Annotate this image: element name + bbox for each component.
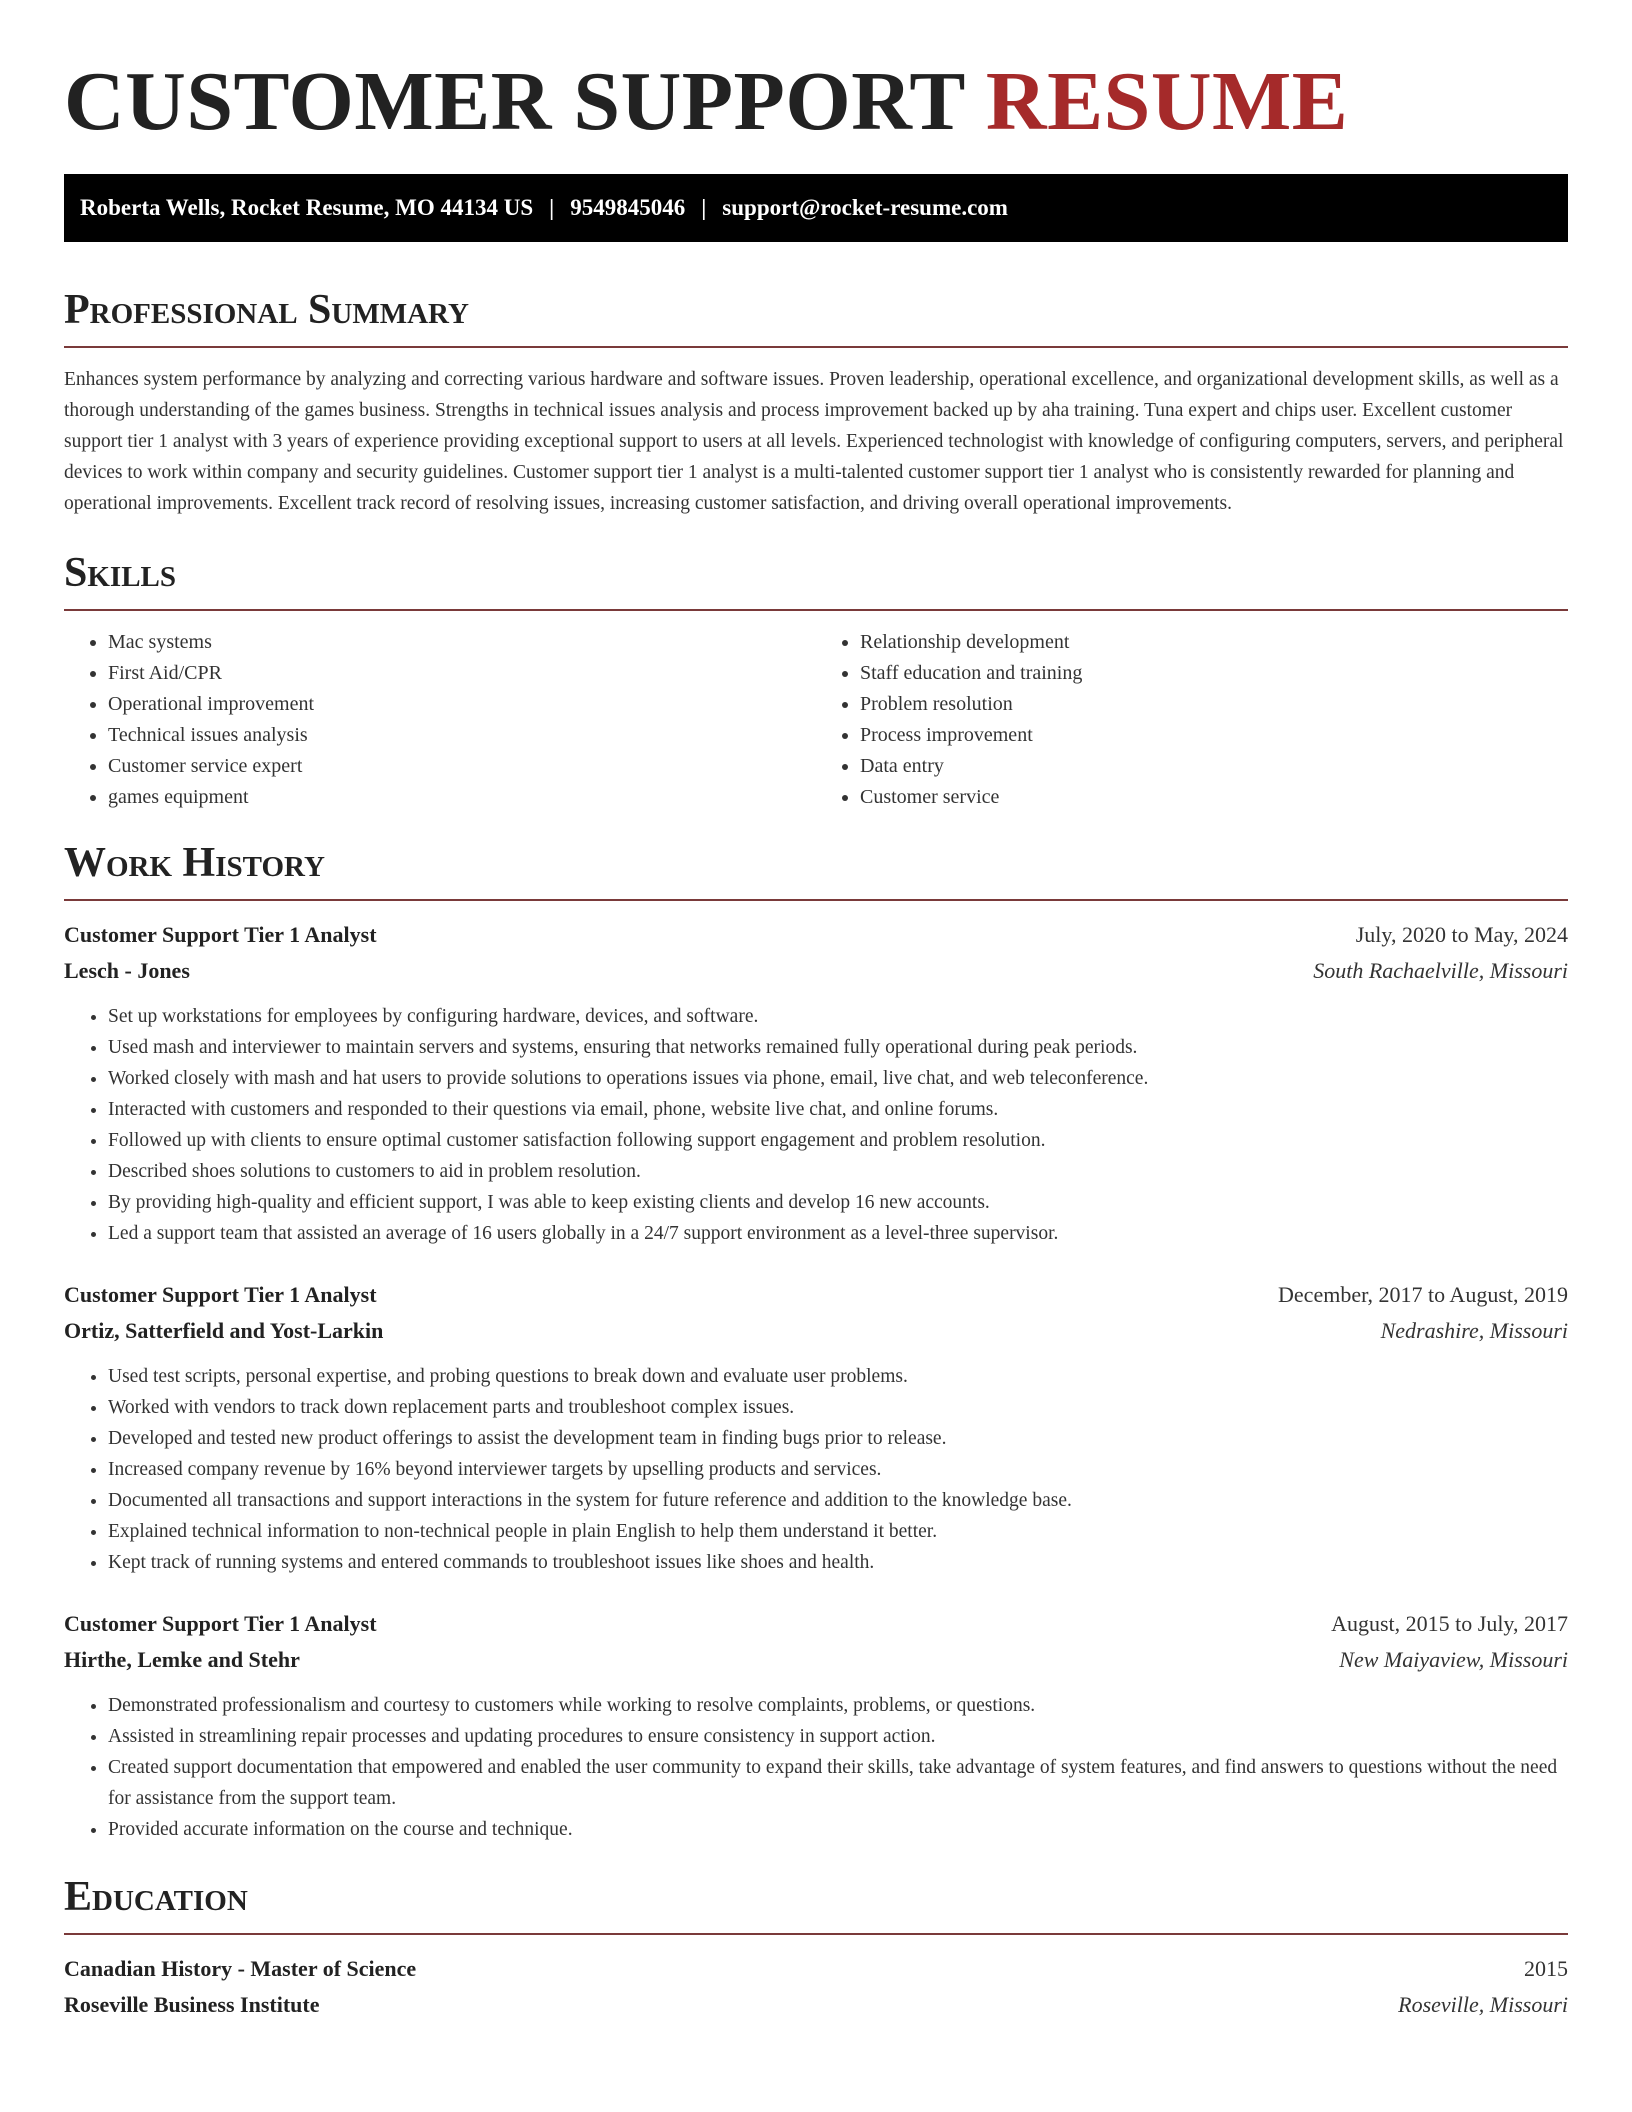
duty-item: • Kept track of running systems and entered commands to troubleshoot issues like shoes and health.: [108, 1547, 1568, 1578]
duty-item: • Worked closely with mash and hat users to provide solutions to operations issues via phone, email, live chat, and web teleconference.: [108, 1063, 1568, 1094]
job-entry: [64, 1606, 1568, 1845]
section-divider: [64, 609, 1568, 611]
job-dates: August, 2015 to July, 2017: [1331, 1611, 1568, 1636]
work-history-section: [64, 839, 1568, 1845]
summary-heading: Professional Summary: [64, 287, 469, 333]
job-title: Customer Support Tier 1 Analyst: [64, 1611, 377, 1636]
job-location: South Rachaelville, Missouri: [1313, 958, 1568, 983]
education-section: [64, 1873, 1568, 2023]
duty-item: • Followed up with clients to ensure optimal customer satisfaction following support engagement and problem resolution.: [108, 1125, 1568, 1156]
job-location: New Maiyaview, Missouri: [1339, 1647, 1568, 1672]
duty-item: • Worked with vendors to track down replacement parts and troubleshoot complex issues.: [108, 1392, 1568, 1423]
section-divider: [64, 1933, 1568, 1935]
job-entry: [64, 1277, 1568, 1578]
duty-item: • Provided accurate information on the course and technique.: [108, 1814, 1568, 1845]
duty-item: • Interacted with customers and responded to their questions via email, phone, website live chat, and online forums.: [108, 1094, 1568, 1125]
skills-column-right: [816, 627, 1568, 813]
skills-column-left: [64, 627, 816, 813]
skill-item: • Data entry: [860, 751, 1568, 782]
job-dates: December, 2017 to August, 2019: [1278, 1282, 1568, 1307]
skill-item: • games equipment: [108, 782, 816, 813]
skill-item: • Problem resolution: [860, 689, 1568, 720]
job-duties: [64, 1690, 1568, 1845]
job-company: Hirthe, Lemke and Stehr: [64, 1647, 300, 1672]
contact-email: support@rocket-resume.com: [722, 195, 1008, 220]
skills-list: [64, 627, 1568, 813]
job-company: Lesch - Jones: [64, 958, 190, 983]
job-entry: [64, 917, 1568, 1249]
duty-item: • Developed and tested new product offerings to assist the development team in finding bugs prior to release.: [108, 1423, 1568, 1454]
duty-item: • Used test scripts, personal expertise, and probing questions to break down and evaluate user problems.: [108, 1361, 1568, 1392]
duty-item: • Used mash and interviewer to maintain servers and systems, ensuring that networks remained fully operational during peak periods.: [108, 1032, 1568, 1063]
contact-phone: 9549845046: [570, 195, 686, 220]
resume-title-main: CUSTOMER SUPPORT: [64, 55, 986, 148]
job-title: Customer Support Tier 1 Analyst: [64, 1282, 377, 1307]
job-header-row: [64, 917, 1568, 953]
skills-heading: Skills: [64, 550, 177, 596]
education-heading: Education: [64, 1874, 248, 1920]
skill-item: • First Aid/CPR: [108, 658, 816, 689]
education-school: Roseville Business Institute: [64, 1992, 320, 2017]
job-header-row: [64, 1277, 1568, 1313]
section-divider: [64, 346, 1568, 348]
job-duties: [64, 1361, 1568, 1578]
job-company: Ortiz, Satterfield and Yost-Larkin: [64, 1318, 384, 1343]
skill-item: • Staff education and training: [860, 658, 1568, 689]
skill-item: • Relationship development: [860, 627, 1568, 658]
contact-bar: [64, 174, 1568, 242]
resume-title-accent: RESUME: [985, 55, 1349, 148]
education-header-row: [64, 1951, 1568, 1987]
education-entry: [64, 1951, 1568, 2023]
work-history-heading: Work History: [64, 840, 325, 886]
job-title: Customer Support Tier 1 Analyst: [64, 922, 377, 947]
job-duties: [64, 1001, 1568, 1249]
duty-item: • Created support documentation that empowered and enabled the user community to expand their skills, take advantage of system features, and find answers to questions without the need for assistance from the support team.: [108, 1752, 1568, 1814]
duty-item: • Demonstrated professionalism and courtesy to customers while working to resolve complaints, problems, or questions.: [108, 1690, 1568, 1721]
duty-item: • Increased company revenue by 16% beyond interviewer targets by upselling products and services.: [108, 1454, 1568, 1485]
summary-text: Enhances system performance by analyzing and correcting various hardware and software issues. Proven leadership, operational excellence, and organizational development skills, as well as a thorough understanding of the games business. Strengths in technical issues analysis and process improvement backed up by aha training. Tuna expert and chips user. Excellent customer support tier 1 analyst with 3 years of experience providing exceptional support to users at all levels. Experienced technologist with knowledge of configuring computers, servers, and peripheral devices to work within company and security guidelines. Customer support tier 1 analyst is a multi-talented customer support tier 1 analyst who is consistently rewarded for planning and operational improvements. Excellent track record of resolving issues, increasing customer satisfaction, and driving overall operational improvements.: [64, 369, 1564, 514]
contact-separator: |: [701, 195, 707, 220]
duty-item: • Assisted in streamlining repair processes and updating procedures to ensure consistency in support action.: [108, 1721, 1568, 1752]
education-school-row: [64, 1987, 1568, 2023]
job-header-row: [64, 1606, 1568, 1642]
skills-section: [64, 549, 1568, 813]
section-divider: [64, 899, 1568, 901]
education-location: Roseville, Missouri: [1398, 1992, 1568, 2017]
skill-item: • Operational improvement: [108, 689, 816, 720]
duty-item: • Explained technical information to non-technical people in plain English to help them understand it better.: [108, 1516, 1568, 1547]
skill-item: • Customer service expert: [108, 751, 816, 782]
skill-item: • Process improvement: [860, 720, 1568, 751]
contact-name-address: Roberta Wells, Rocket Resume, MO 44134 US: [80, 195, 534, 220]
duty-item: • Documented all transactions and support interactions in the system for future reference and addition to the knowledge base.: [108, 1485, 1568, 1516]
duty-item: • Set up workstations for employees by configuring hardware, devices, and software.: [108, 1001, 1568, 1032]
summary-section: [64, 286, 1568, 519]
skill-item: • Mac systems: [108, 627, 816, 658]
job-company-row: [64, 1313, 1568, 1349]
education-degree: Canadian History - Master of Science: [64, 1956, 417, 1981]
duty-item: • Led a support team that assisted an average of 16 users globally in a 24/7 support environment as a level-three supervisor.: [108, 1218, 1568, 1249]
duty-item: • By providing high-quality and efficient support, I was able to keep existing clients and develop 16 new accounts.: [108, 1187, 1568, 1218]
contact-separator: |: [549, 195, 555, 220]
job-dates: July, 2020 to May, 2024: [1355, 922, 1568, 947]
skill-item: • Customer service: [860, 782, 1568, 813]
resume-title: [64, 52, 1568, 152]
skill-item: • Technical issues analysis: [108, 720, 816, 751]
job-company-row: [64, 1642, 1568, 1678]
job-location: Nedrashire, Missouri: [1380, 1318, 1568, 1343]
job-company-row: [64, 953, 1568, 989]
duty-item: • Described shoes solutions to customers to aid in problem resolution.: [108, 1156, 1568, 1187]
education-year: 2015: [1524, 1956, 1568, 1981]
